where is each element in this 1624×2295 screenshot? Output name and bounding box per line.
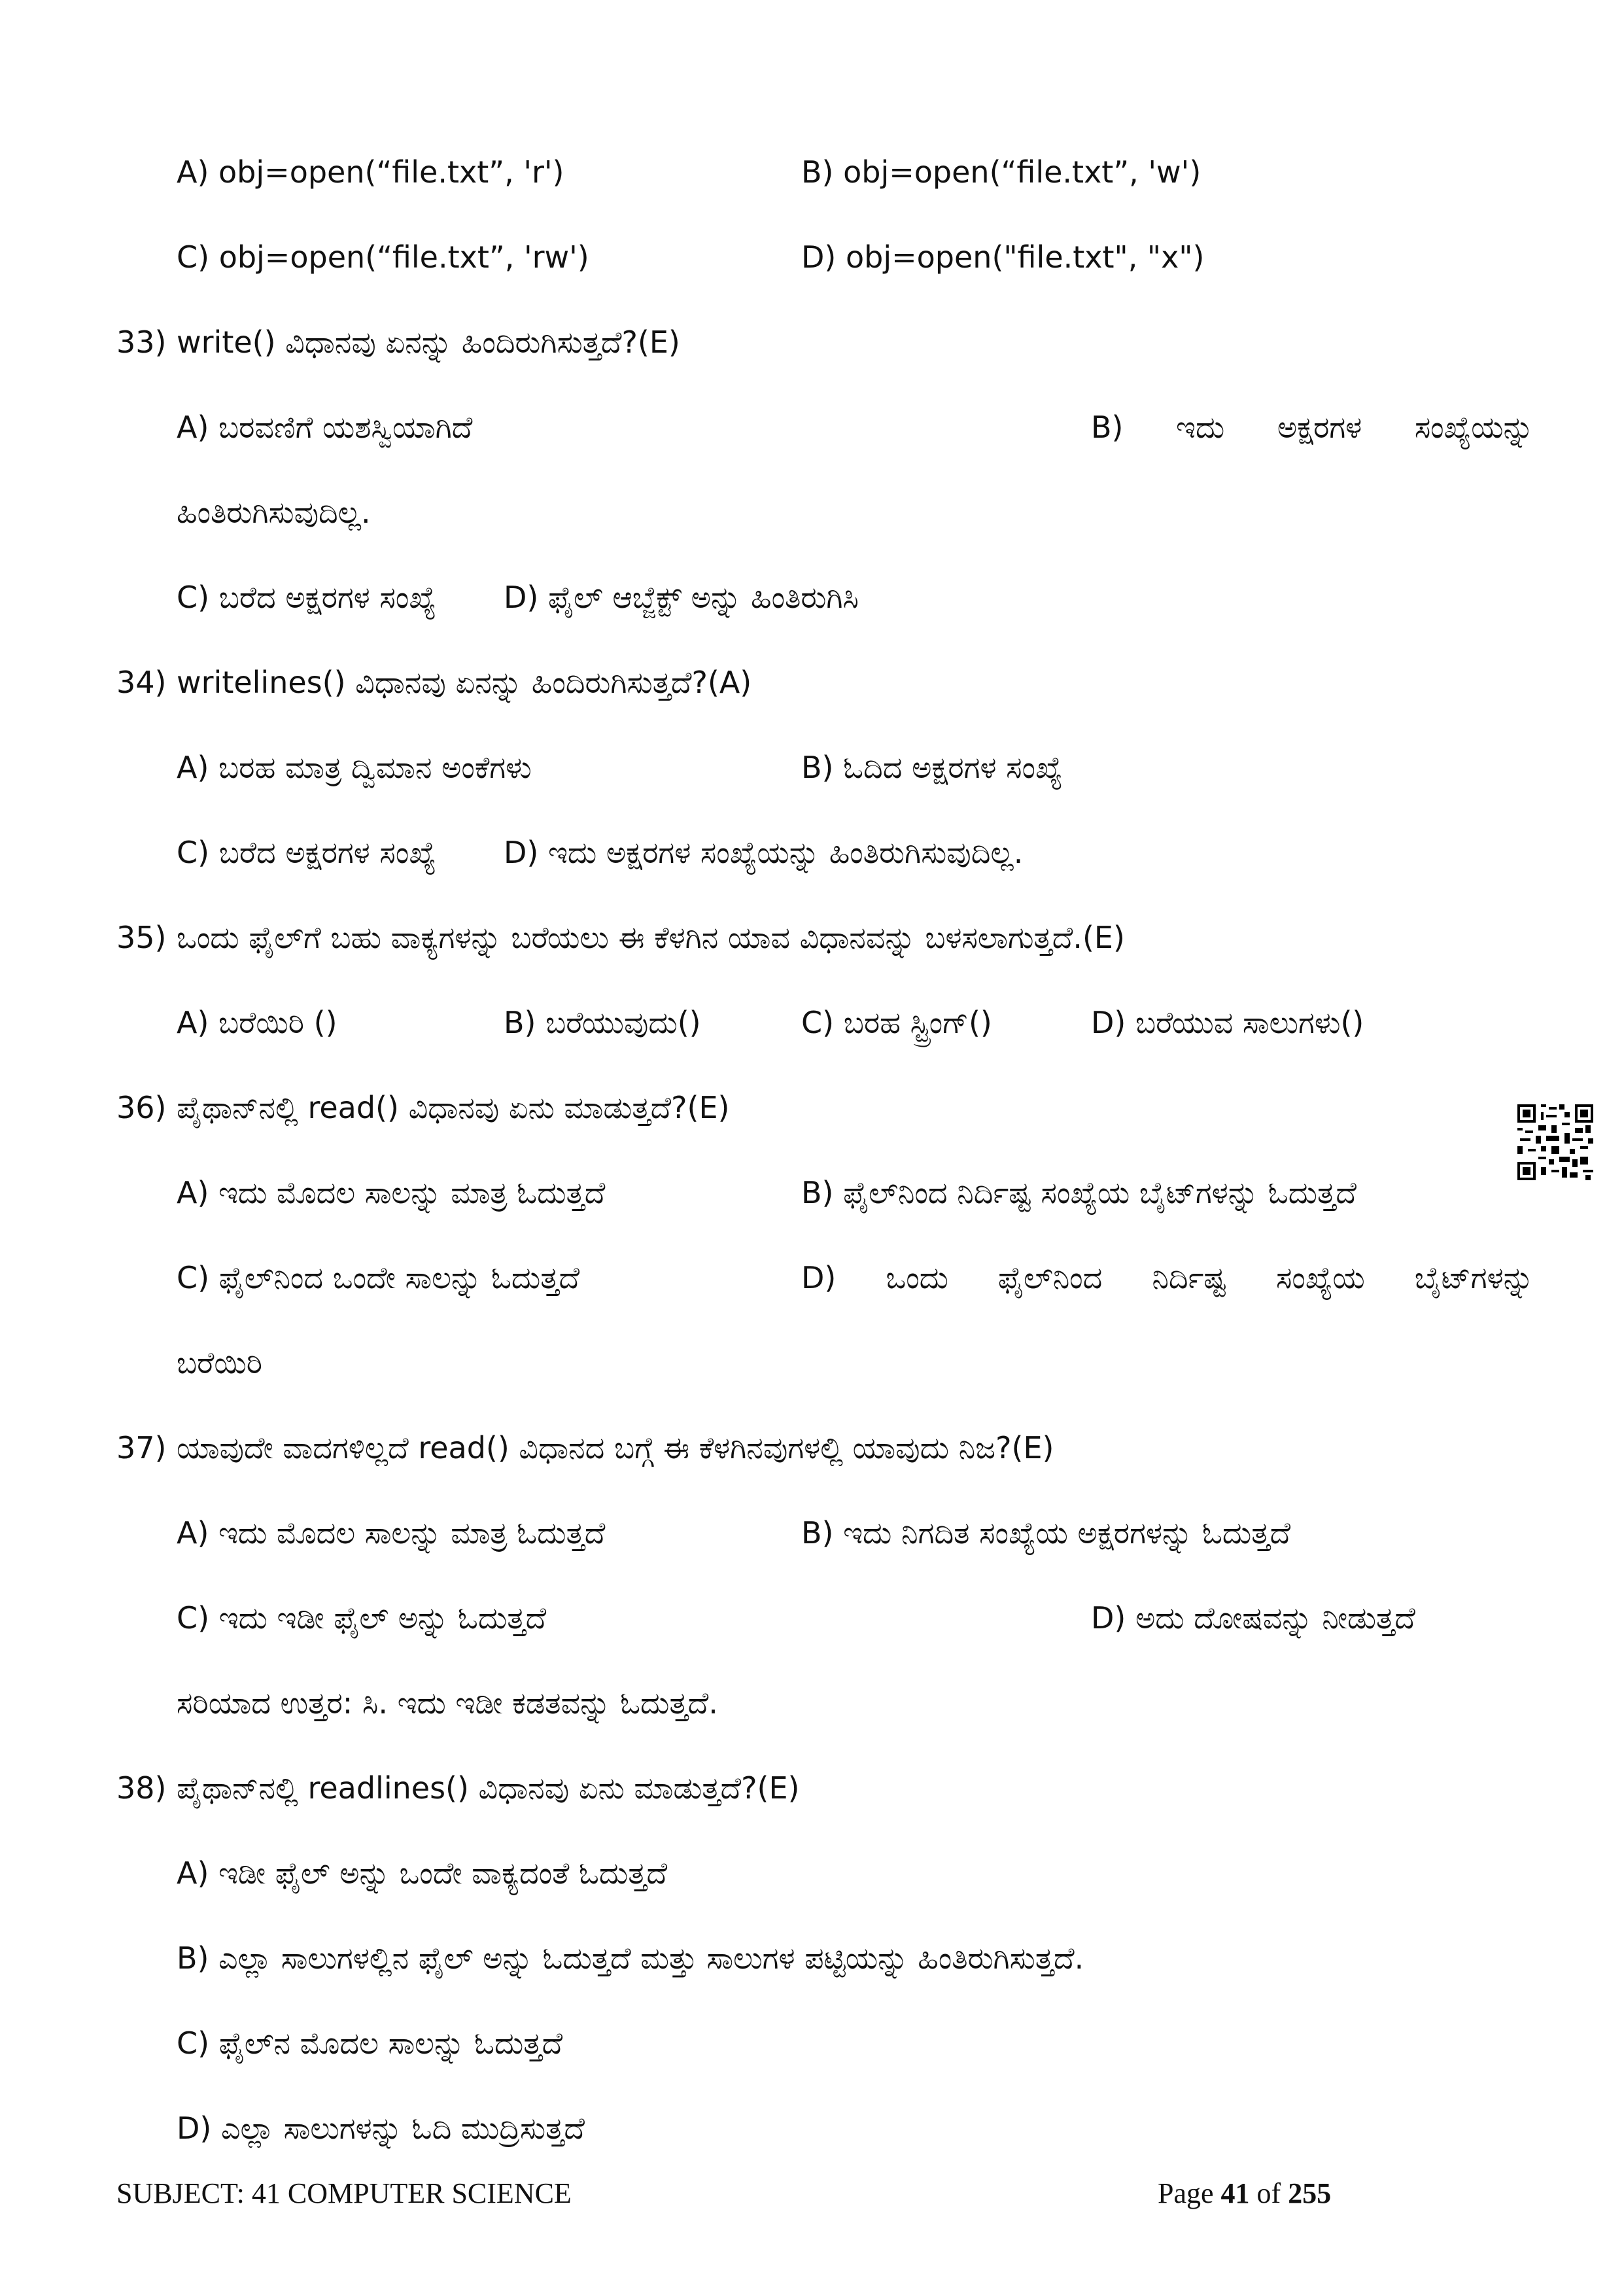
q37-option-d: D) ಅದು ದೋಷವನ್ನು ನೀಡುತ್ತದೆ — [1091, 1600, 1415, 1636]
question-stem: ಯಾವುದೇ ವಾದಗಳಿಲ್ಲದೆ read() ವಿಧಾನದ ಬಗ್ಗೆ ಈ ಕೆಳಗಿನವುಗಳಲ್ಲಿ ಯಾವುದು ನಿಜ?(E) — [177, 1430, 1054, 1465]
question-number: 35) — [116, 920, 167, 955]
q33-option-b — [1091, 409, 1534, 446]
q36-option-d-word: ಫೈಲ್‌ನಿಂದ — [997, 1260, 1103, 1295]
q36-option-a: A) ಇದು ಮೊದಲ ಸಾಲನ್ನು ಮಾತ್ರ ಓದುತ್ತದೆ — [177, 1175, 606, 1210]
page-mid: of — [1249, 2177, 1288, 2209]
q34-option-a: A) ಬರಹ ಮಾತ್ರ ದ್ವಿಮಾನ ಅಂಕೆಗಳು — [177, 750, 532, 785]
q36-option-d-word: ಸಂಖ್ಯೆಯ — [1275, 1260, 1365, 1295]
q33-option-b-word: ಸಂಖ್ಯೆಯನ್ನು — [1414, 410, 1534, 445]
question-stem: ಒಂದು ಫೈಲ್‌ಗೆ ಬಹು ವಾಕ್ಯಗಳನ್ನು ಬರೆಯಲು ಈ ಕೆಳಗಿನ ಯಾವ ವಿಧಾನವನ್ನು ಬಳಸಲಾಗುತ್ತದೆ.(E) — [177, 920, 1125, 955]
q33-option-b-word: B) — [1091, 410, 1124, 445]
q34-option-c: C) ಬರೆದ ಅಕ್ಷರಗಳ ಸಂಖ್ಯೆ — [177, 835, 436, 870]
q33-option-c: C) ಬರೆದ ಅಕ್ಷರಗಳ ಸಂಖ್ಯೆ — [177, 580, 436, 615]
total-pages: 255 — [1288, 2177, 1332, 2209]
q33-option-d: D) ಫೈಲ್ ಆಬ್ಜೆಕ್ಟ್ ಅನ್ನು ಹಿಂತಿರುಗಿಸಿ — [504, 580, 859, 615]
q37-option-b: B) ಇದು ನಿಗದಿತ ಸಂಖ್ಯೆಯ ಅಕ್ಷರಗಳನ್ನು ಓದುತ್ತದೆ — [801, 1515, 1291, 1550]
q38-option-d: D) ಎಲ್ಲಾ ಸಾಲುಗಳನ್ನು ಓದಿ ಮುದ್ರಿಸುತ್ತದೆ — [177, 2111, 585, 2146]
q32-option-a: A) obj=open(“file.txt”, 'r') — [177, 154, 564, 190]
question-stem: ಪೈಥಾನ್‌ನಲ್ಲಿ read() ವಿಧಾನವು ಏನು ಮಾಡುತ್ತದೆ?(E) — [177, 1090, 730, 1125]
q35-option-c: C) ಬರಹ ಸ್ಟ್ರಿಂಗ್() — [801, 1005, 992, 1040]
footer-subject: SUBJECT: 41 COMPUTER SCIENCE — [116, 2177, 572, 2209]
q37-option-a: A) ಇದು ಮೊದಲ ಸಾಲನ್ನು ಮಾತ್ರ ಓದುತ್ತದೆ — [177, 1515, 606, 1550]
q32-option-b: B) obj=open(“file.txt”, 'w') — [801, 154, 1201, 190]
q35-option-d: D) ಬರೆಯುವ ಸಾಲುಗಳು() — [1091, 1005, 1364, 1040]
q35-option-b: B) ಬರೆಯುವುದು() — [504, 1005, 701, 1040]
q38-option-b: B) ಎಲ್ಲಾ ಸಾಲುಗಳಲ್ಲಿನ ಫೈಲ್ ಅನ್ನು ಓದುತ್ತದೆ ಮತ್ತು ಸಾಲುಗಳ ಪಟ್ಟಿಯನ್ನು ಹಿಂತಿರುಗಿಸುತ್ತದೆ. — [177, 1940, 1084, 1976]
q36-option-d — [801, 1259, 1534, 1296]
q35-option-a: A) ಬರೆಯಿರಿ () — [177, 1005, 337, 1040]
q38-option-c: C) ಫೈಲ್‌ನ ಮೊದಲ ಸಾಲನ್ನು ಓದುತ್ತದೆ — [177, 2025, 563, 2061]
q34-option-b: B) ಓದಿದ ಅಕ್ಷರಗಳ ಸಂಖ್ಯೆ — [801, 750, 1063, 785]
question-number: 34) — [116, 665, 167, 700]
q32-option-d: D) obj=open("file.txt", "x") — [801, 239, 1205, 275]
footer-page-number — [1158, 2175, 1331, 2212]
q36-option-d-continued: ಬರೆಯಿರಿ — [177, 1345, 263, 1380]
q37-answer: ಸರಿಯಾದ ಉತ್ತರ: ಸಿ. ಇದು ಇಡೀ ಕಡತವನ್ನು ಓದುತ್ತದೆ. — [177, 1685, 718, 1721]
q33-option-b-word: ಅಕ್ಷರಗಳ — [1277, 410, 1362, 445]
current-page: 41 — [1220, 2177, 1250, 2209]
question-number: 36) — [116, 1090, 167, 1125]
q36-option-d-word: ನಿರ್ದಿಷ್ಟ — [1152, 1260, 1227, 1295]
q37-option-c: C) ಇದು ಇಡೀ ಫೈಲ್ ಅನ್ನು ಓದುತ್ತದೆ — [177, 1600, 547, 1636]
q33-option-b-word: ಇದು — [1176, 410, 1225, 445]
q34-option-d: D) ಇದು ಅಕ್ಷರಗಳ ಸಂಖ್ಯೆಯನ್ನು ಹಿಂತಿರುಗಿಸುವುದಿಲ್ಲ. — [504, 835, 1024, 870]
question-number: 33) — [116, 324, 167, 360]
q38-option-a: A) ಇಡೀ ಫೈಲ್ ಅನ್ನು ಒಂದೇ ವಾಕ್ಯದಂತೆ ಓದುತ್ತದೆ — [177, 1855, 668, 1891]
page-prefix: Page — [1158, 2177, 1221, 2209]
q33-option-b-continued: ಹಿಂತಿರುಗಿಸುವುದಿಲ್ಲ. — [177, 495, 371, 530]
q36-option-b: B) ಫೈಲ್‌ನಿಂದ ನಿರ್ದಿಷ್ಟ ಸಂಖ್ಯೆಯ ಬೈಟ್‌ಗಳನ್ನು ಓದುತ್ತದೆ — [801, 1175, 1356, 1210]
qr-code-icon — [1517, 1104, 1593, 1180]
q36-option-d-word: D) — [801, 1260, 837, 1295]
question-stem: ಪೈಥಾನ್‌ನಲ್ಲಿ readlines() ವಿಧಾನವು ಏನು ಮಾಡುತ್ತದೆ?(E) — [177, 1770, 800, 1806]
q36-option-c: C) ಫೈಲ್‌ನಿಂದ ಒಂದೇ ಸಾಲನ್ನು ಓದುತ್ತದೆ — [177, 1260, 580, 1295]
question-number: 37) — [116, 1430, 167, 1465]
question-stem: write() ವಿಧಾನವು ಏನನ್ನು ಹಿಂದಿರುಗಿಸುತ್ತದೆ?(E) — [177, 324, 680, 360]
question-stem: writelines() ವಿಧಾನವು ಏನನ್ನು ಹಿಂದಿರುಗಿಸುತ್ತದೆ?(A) — [177, 665, 752, 700]
q33-option-a: A) ಬರವಣಿಗೆ ಯಶಸ್ವಿಯಾಗಿದೆ — [177, 410, 473, 445]
q36-option-d-word: ಒಂದು — [886, 1260, 948, 1295]
q32-option-c: C) obj=open(“file.txt”, 'rw') — [177, 239, 589, 275]
q36-option-d-word: ಬೈಟ್‌ಗಳನ್ನು — [1414, 1260, 1534, 1295]
question-number: 38) — [116, 1770, 167, 1806]
